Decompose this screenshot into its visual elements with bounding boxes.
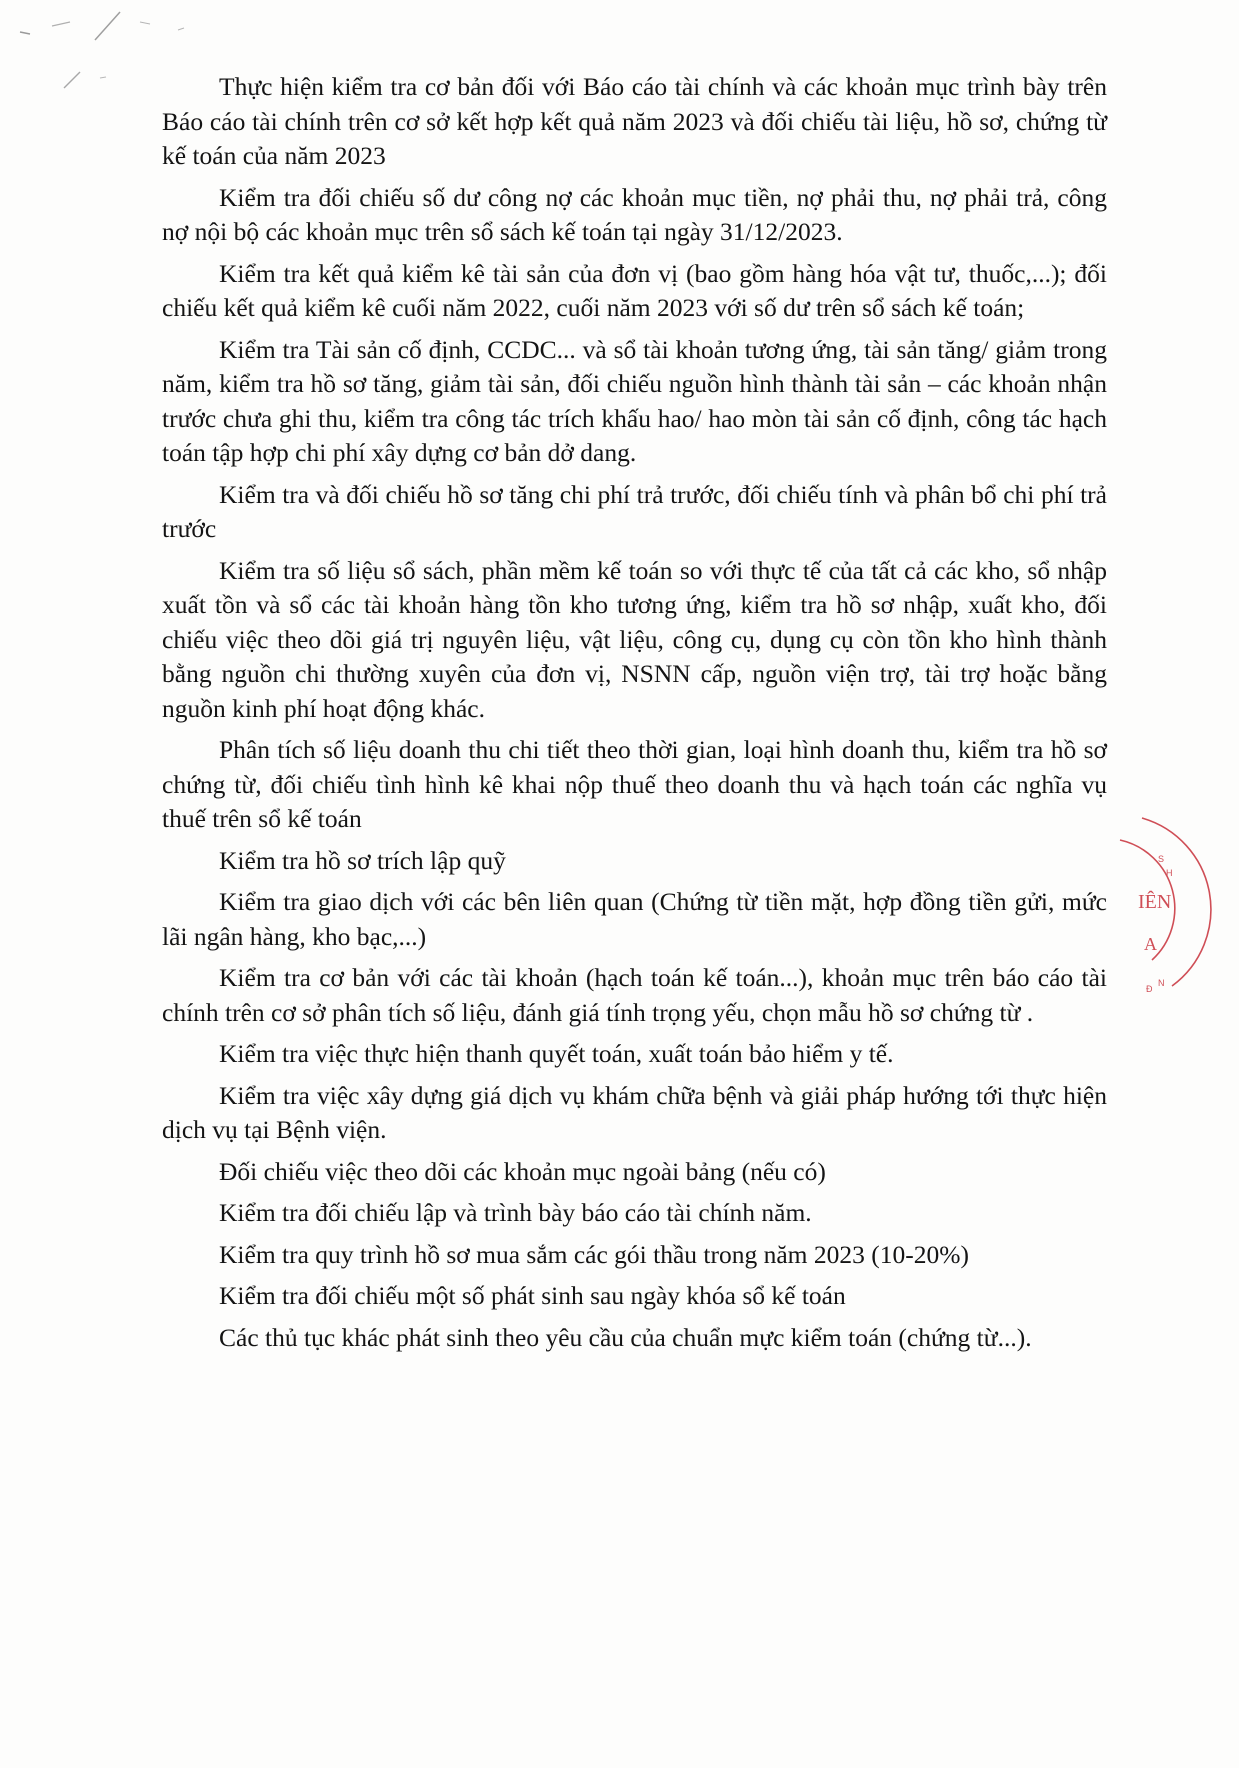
- paragraph: Kiểm tra và đối chiếu hồ sơ tăng chi phí trả trước, đối chiếu tính và phân bổ chi phí trả trước: [162, 479, 1107, 543]
- paragraph: Đối chiếu việc theo dõi các khoản mục ngoài bảng (nếu có): [219, 1156, 826, 1186]
- paragraph: Kiểm tra đối chiếu lập và trình bày báo cáo tài chính năm.: [219, 1198, 812, 1227]
- paragraph: Kiểm tra việc xây dựng giá dịch vụ khám chữa bệnh và giải pháp hướng tới thực hiện dịch vụ tại Bệnh viện.: [162, 1080, 1107, 1144]
- paragraph: Phân tích số liệu doanh thu chi tiết theo thời gian, loại hình doanh thu, kiểm tra hồ sơ chứng từ, đối chiếu tình hình kê khai nộp thuế theo doanh thu và hạch toán các nghĩa vụ thuế trên sổ kế toán: [162, 735, 1107, 833]
- svg-text:A: A: [1144, 934, 1157, 954]
- paragraph: Kiểm tra Tài sản cố định, CCDC... và sổ tài khoản tương ứng, tài sản tăng/ giảm trong năm, kiểm tra hồ sơ tăng, giảm tài sản, đối chiếu nguồn hình thành tài sản – các khoản nhận trước chưa ghi thu, kiểm tra công tác trích khấu hao/ hao mòn tài sản cố định, công tác hạch toán tập hợp chi phí xây dựng cơ bản dở dang.: [162, 334, 1107, 467]
- svg-text:S: S: [1158, 854, 1165, 864]
- paragraph: Kiểm tra quy trình hồ sơ mua sắm các gói thầu trong năm 2023 (10-20%): [219, 1239, 969, 1269]
- paragraph: Kiểm tra số liệu sổ sách, phần mềm kế toán so với thực tế của tất cả các kho, sổ nhập xuất tồn và sổ các tài khoản hàng tồn kho tương ứng, kiểm tra hồ sơ nhập, xuất kho, đối chiếu việc theo dõi giá trị nguyên liệu, vật liệu, công cụ, dụng cụ còn tồn kho hình thành bằng nguồn chi thường xuyên của đơn vị, NSNN cấp, nguồn viện trợ, tài trợ hoặc bằng nguồn kinh phí hoạt động khác.: [162, 555, 1107, 723]
- svg-text:IÊN: IÊN: [1138, 891, 1172, 913]
- paragraph: Kiểm tra giao dịch với các bên liên quan (Chứng từ tiền mặt, hợp đồng tiền gửi, mức lãi ngân hàng, kho bạc,...): [162, 887, 1107, 951]
- paragraph: Kiểm tra hồ sơ trích lập quỹ: [219, 845, 506, 875]
- svg-text:H: H: [1166, 868, 1173, 878]
- document-body: [162, 70, 1107, 1362]
- paragraph: Thực hiện kiểm tra cơ bản đối với Báo cáo tài chính và các khoản mục trình bày trên Báo cáo tài chính trên cơ sở kết hợp kết quả năm 2023 và đối chiếu tài liệu, hồ sơ, chứng từ kế toán của năm 2023: [162, 72, 1107, 170]
- svg-text:Đ: Đ: [1146, 984, 1153, 994]
- paragraph: Kiểm tra cơ bản với các tài khoản (hạch toán kế toán...), khoản mục trên báo cáo tài chính trên cơ sở phân tích số liệu, đánh giá tính trọng yếu, chọn mẫu hồ sơ chứng từ .: [162, 963, 1107, 1027]
- paragraph: Kiểm tra đối chiếu số dư công nợ các khoản mục tiền, nợ phải thu, nợ phải trả, công nợ nội bộ các khoản mục trên sổ sách kế toán tại ngày 31/12/2023.: [162, 182, 1107, 246]
- paragraph: Các thủ tục khác phát sinh theo yêu cầu của chuẩn mực kiểm toán (chứng từ...).: [219, 1322, 1032, 1352]
- paragraph: Kiểm tra việc thực hiện thanh quyết toán, xuất toán bảo hiểm y tế.: [219, 1039, 894, 1068]
- paragraph: Kiểm tra kết quả kiểm kê tài sản của đơn vị (bao gồm hàng hóa vật tư, thuốc,...); đối chiếu kết quả kiểm kê cuối năm 2022, cuối năm 2023 với số dư trên sổ sách kế toán;: [162, 258, 1107, 322]
- svg-text:N: N: [1158, 978, 1165, 988]
- paragraph: Kiểm tra đối chiếu một số phát sinh sau ngày khóa sổ kế toán: [219, 1281, 846, 1310]
